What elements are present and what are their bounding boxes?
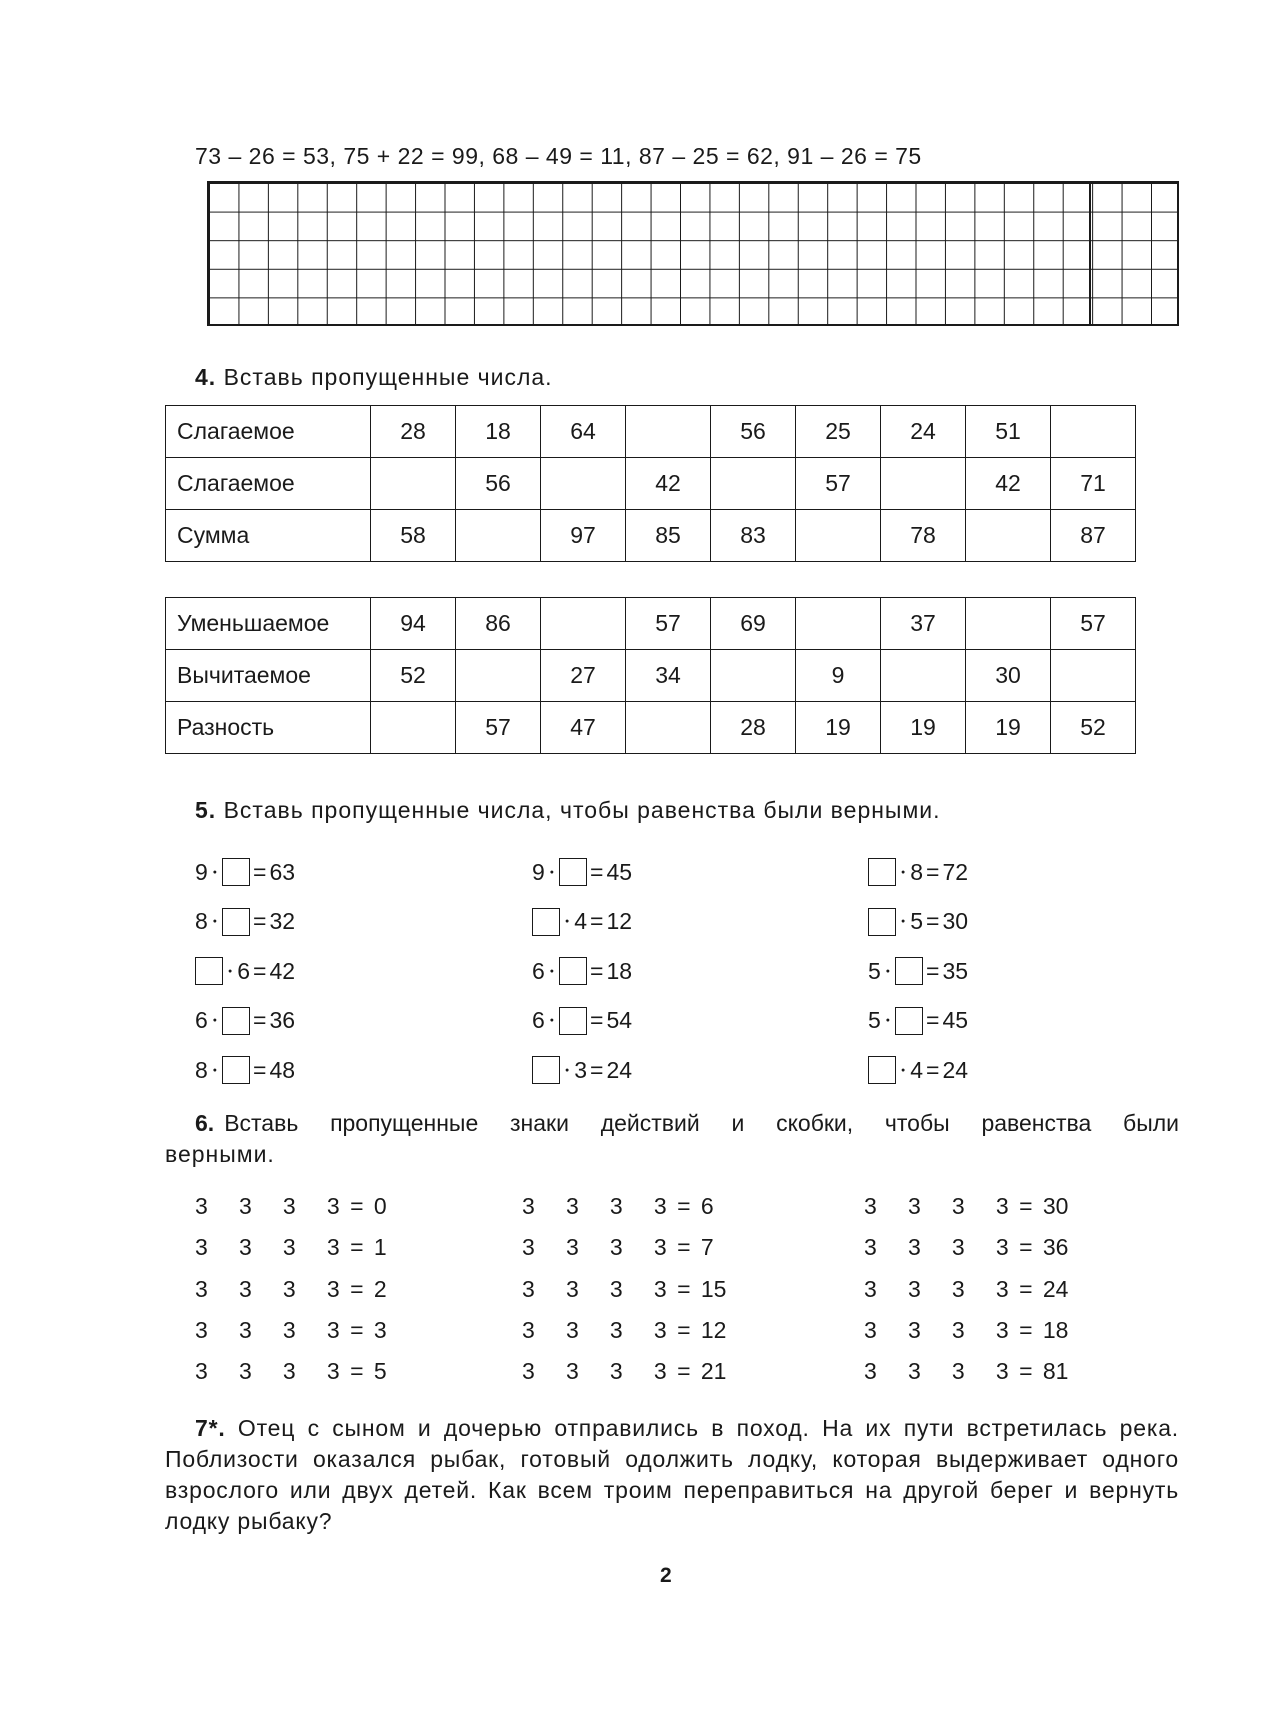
multiplication-equation — [868, 1007, 968, 1035]
blank-cell[interactable] — [456, 510, 541, 562]
task7-paragraph — [165, 1413, 1179, 1537]
factor: 6 — [532, 957, 545, 984]
multiply-dot: ● — [212, 1066, 218, 1074]
answer-box[interactable] — [559, 1007, 587, 1035]
equals-sign: = — [926, 908, 940, 934]
table-cell: 51 — [966, 406, 1051, 458]
digits-equation: 3 3 3 3 = 30 — [864, 1193, 1069, 1219]
digits-equation: 3 3 3 3 = 3 — [195, 1316, 387, 1343]
multiply-dot: ● — [901, 918, 906, 925]
factor: 5 — [910, 908, 924, 934]
table-row — [166, 650, 1136, 702]
equals-sign: = — [253, 1007, 267, 1033]
table-cell: 18 — [456, 406, 541, 458]
top-equations: 73 – 26 = 53, 75 + 22 = 99, 68 – 49 = 11, 87 – 25 = 62, 91 – 26 = 75 — [195, 143, 922, 169]
title-word: были — [1123, 1110, 1179, 1136]
row-label: Уменьшаемое — [166, 598, 371, 650]
table-cell: 37 — [881, 598, 966, 650]
digits-equation: 3 3 3 3 = 0 — [195, 1193, 387, 1219]
digits-equation: 3 3 3 3 = 5 — [195, 1358, 387, 1385]
blank-cell[interactable] — [371, 702, 456, 754]
table-cell: 57 — [1051, 598, 1136, 650]
digits-equation: 3 3 3 3 = 12 — [522, 1316, 727, 1343]
row-label: Разность — [166, 702, 371, 754]
table-cell: 52 — [1051, 702, 1136, 754]
answer-box[interactable] — [222, 1007, 250, 1035]
factor: 6 — [237, 957, 251, 984]
multiplication-equation — [532, 908, 632, 936]
addition-table — [165, 405, 1136, 562]
blank-cell[interactable] — [456, 650, 541, 702]
blank-cell[interactable] — [796, 598, 881, 650]
equals-sign: = — [926, 957, 940, 984]
digits-equation: 3 3 3 3 = 18 — [864, 1316, 1069, 1343]
product: 48 — [269, 1056, 296, 1083]
row-label: Сумма — [166, 510, 371, 562]
digits-equation: 3 3 3 3 = 2 — [195, 1275, 387, 1302]
factor: 3 — [574, 1056, 588, 1083]
task6-number: 6. — [195, 1110, 215, 1136]
product: 32 — [269, 908, 296, 934]
factor: 9 — [532, 858, 545, 885]
equals-sign: = — [590, 1056, 604, 1083]
table-cell: 28 — [711, 702, 796, 754]
product: 45 — [606, 858, 633, 885]
table-cell: 69 — [711, 598, 796, 650]
answer-box[interactable] — [559, 858, 587, 886]
blank-cell[interactable] — [966, 510, 1051, 562]
table-cell: 27 — [541, 650, 626, 702]
blank-cell[interactable] — [541, 598, 626, 650]
factor: 5 — [868, 957, 881, 984]
answer-box[interactable] — [895, 957, 923, 985]
factor: 4 — [910, 1056, 924, 1083]
product: 54 — [606, 1007, 633, 1033]
title-word: действий — [600, 1110, 700, 1136]
multiply-dot: ● — [228, 967, 233, 975]
factor: 6 — [532, 1007, 545, 1033]
table-row — [166, 458, 1136, 510]
equals-sign: = — [590, 957, 604, 984]
factor: 6 — [195, 1007, 208, 1033]
answer-box[interactable] — [222, 908, 250, 936]
equals-sign: = — [590, 908, 604, 934]
blank-cell[interactable] — [966, 598, 1051, 650]
equals-sign: = — [926, 1056, 940, 1083]
multiply-dot: ● — [565, 1066, 570, 1074]
digits-equation: 3 3 3 3 = 15 — [522, 1275, 727, 1302]
multiplication-equation — [868, 1056, 968, 1084]
digits-equation: 3 3 3 3 = 21 — [522, 1358, 727, 1385]
table-cell: 78 — [881, 510, 966, 562]
blank-cell[interactable] — [1051, 650, 1136, 702]
digits-equation: 3 3 3 3 = 24 — [864, 1275, 1069, 1302]
multiplication-equation — [195, 1056, 295, 1084]
row-label: Слагаемое — [166, 458, 371, 510]
multiplication-equation — [195, 908, 295, 936]
equals-sign: = — [590, 1007, 604, 1033]
table-cell: 64 — [541, 406, 626, 458]
title-word: чтобы — [884, 1110, 950, 1136]
table-cell: 86 — [456, 598, 541, 650]
multiplication-equation — [195, 858, 295, 886]
task6-title-line1 — [195, 1110, 1179, 1137]
answer-box[interactable] — [532, 1056, 560, 1084]
multiply-dot: ● — [885, 1017, 891, 1024]
multiplication-equation — [868, 858, 968, 886]
task4-title — [195, 364, 553, 391]
table-cell: 52 — [371, 650, 456, 702]
blank-cell[interactable] — [711, 650, 796, 702]
multiply-dot: ● — [549, 967, 555, 975]
answer-box[interactable] — [868, 1056, 896, 1084]
table-cell: 85 — [626, 510, 711, 562]
grid-divider — [1089, 181, 1091, 326]
factor: 8 — [195, 908, 208, 934]
title-word: равенства — [981, 1110, 1092, 1136]
answer-box[interactable] — [195, 957, 223, 985]
answer-box[interactable] — [532, 908, 560, 936]
multiply-dot: ● — [901, 868, 906, 876]
multiplication-equation — [532, 1056, 632, 1084]
table-cell: 97 — [541, 510, 626, 562]
answer-grid[interactable] — [207, 181, 1179, 326]
table-cell: 58 — [371, 510, 456, 562]
title-word: пропущенные — [330, 1110, 479, 1136]
task5-title — [195, 797, 941, 824]
equals-sign: = — [926, 1007, 940, 1033]
blank-cell[interactable] — [881, 458, 966, 510]
equals-sign: = — [253, 957, 267, 984]
multiply-dot: ● — [885, 967, 891, 975]
product: 18 — [606, 957, 633, 984]
title-word: и — [731, 1110, 745, 1136]
table-cell: 42 — [626, 458, 711, 510]
answer-box[interactable] — [895, 1007, 923, 1035]
table-cell: 28 — [371, 406, 456, 458]
blank-cell[interactable] — [881, 650, 966, 702]
blank-cell[interactable] — [796, 510, 881, 562]
table-cell: 19 — [881, 702, 966, 754]
table-cell: 83 — [711, 510, 796, 562]
table-cell: 25 — [796, 406, 881, 458]
task7-text: Отец с сыном и дочерью отправились в поход. На их пути встретилась река. Поблизости оказался рыбак, готовый одолжить лодку, которая выдерживает одного взрослого или двух детей. Как всем троим переправиться на другой берег и вернуть лодку рыбаку? — [165, 1415, 1179, 1534]
table-cell: 42 — [966, 458, 1051, 510]
product: 24 — [606, 1056, 633, 1083]
blank-cell[interactable] — [1051, 406, 1136, 458]
multiply-dot: ● — [565, 918, 570, 925]
table-cell: 19 — [796, 702, 881, 754]
product: 30 — [942, 908, 969, 934]
multiply-dot: ● — [549, 868, 555, 876]
multiplication-equation — [532, 858, 632, 886]
multiply-dot: ● — [212, 918, 218, 925]
multiplication-equation — [532, 1007, 632, 1035]
table-cell: 56 — [456, 458, 541, 510]
blank-cell[interactable] — [711, 458, 796, 510]
product: 72 — [942, 858, 969, 885]
digits-equation: 3 3 3 3 = 36 — [864, 1234, 1069, 1261]
answer-box[interactable] — [868, 858, 896, 886]
answer-box[interactable] — [559, 957, 587, 985]
product: 45 — [942, 1007, 969, 1033]
digits-equation: 3 3 3 3 = 1 — [195, 1234, 387, 1261]
task7-number: 7*. — [195, 1415, 226, 1441]
product: 63 — [269, 858, 296, 885]
equals-sign: = — [590, 858, 604, 885]
product: 35 — [942, 957, 969, 984]
task5-number: 5. — [195, 797, 217, 823]
equals-sign: = — [253, 908, 267, 934]
table-cell: 71 — [1051, 458, 1136, 510]
multiply-dot: ● — [212, 1017, 218, 1024]
product: 42 — [269, 957, 296, 984]
factor: 4 — [574, 908, 588, 934]
page-number: 2 — [660, 1564, 672, 1587]
table-cell: 57 — [456, 702, 541, 754]
title-word: Вставь — [224, 1110, 299, 1136]
table-cell: 56 — [711, 406, 796, 458]
factor: 8 — [910, 858, 924, 885]
equals-sign: = — [926, 858, 940, 885]
table-row — [166, 598, 1136, 650]
task6-title-line2: верными. — [165, 1141, 275, 1167]
table-cell: 24 — [881, 406, 966, 458]
table-cell: 30 — [966, 650, 1051, 702]
multiplication-equation — [868, 908, 968, 936]
factor: 5 — [868, 1007, 881, 1033]
answer-box[interactable] — [222, 858, 250, 886]
multiplication-equation — [532, 957, 632, 985]
table-row — [166, 702, 1136, 754]
task4-text: Вставь пропущенные числа. — [223, 364, 553, 390]
digits-equation: 3 3 3 3 = 7 — [522, 1234, 714, 1261]
multiply-dot: ● — [901, 1066, 906, 1074]
table-cell: 87 — [1051, 510, 1136, 562]
table-cell: 19 — [966, 702, 1051, 754]
product: 24 — [942, 1056, 969, 1083]
digits-equation: 3 3 3 3 = 6 — [522, 1193, 714, 1219]
title-word: знаки — [510, 1110, 569, 1136]
table-row — [166, 406, 1136, 458]
row-label: Слагаемое — [166, 406, 371, 458]
multiplication-equation — [195, 1007, 295, 1035]
answer-box[interactable] — [868, 908, 896, 936]
multiply-dot: ● — [549, 1017, 555, 1024]
table-row — [166, 510, 1136, 562]
task4-number: 4. — [195, 364, 217, 390]
task6-text — [224, 1110, 1179, 1137]
table-cell: 34 — [626, 650, 711, 702]
product: 12 — [606, 908, 633, 934]
table-cell: 57 — [626, 598, 711, 650]
row-label: Вычитаемое — [166, 650, 371, 702]
factor: 9 — [195, 858, 208, 885]
table-cell: 57 — [796, 458, 881, 510]
blank-cell[interactable] — [541, 458, 626, 510]
multiply-dot: ● — [212, 868, 218, 876]
title-word: скобки, — [776, 1110, 854, 1136]
table-cell: 47 — [541, 702, 626, 754]
digits-equation: 3 3 3 3 = 81 — [864, 1358, 1069, 1385]
equals-sign: = — [253, 1056, 267, 1083]
subtraction-table — [165, 597, 1136, 754]
factor: 8 — [195, 1056, 208, 1083]
answer-box[interactable] — [222, 1056, 250, 1084]
multiplication-equation — [868, 957, 968, 985]
equals-sign: = — [253, 858, 267, 885]
product: 36 — [269, 1007, 296, 1033]
multiplication-equation — [195, 957, 295, 985]
table-cell: 94 — [371, 598, 456, 650]
blank-cell[interactable] — [371, 458, 456, 510]
blank-cell[interactable] — [626, 702, 711, 754]
task5-text: Вставь пропущенные числа, чтобы равенства были верными. — [223, 797, 941, 823]
table-cell: 9 — [796, 650, 881, 702]
blank-cell[interactable] — [626, 406, 711, 458]
